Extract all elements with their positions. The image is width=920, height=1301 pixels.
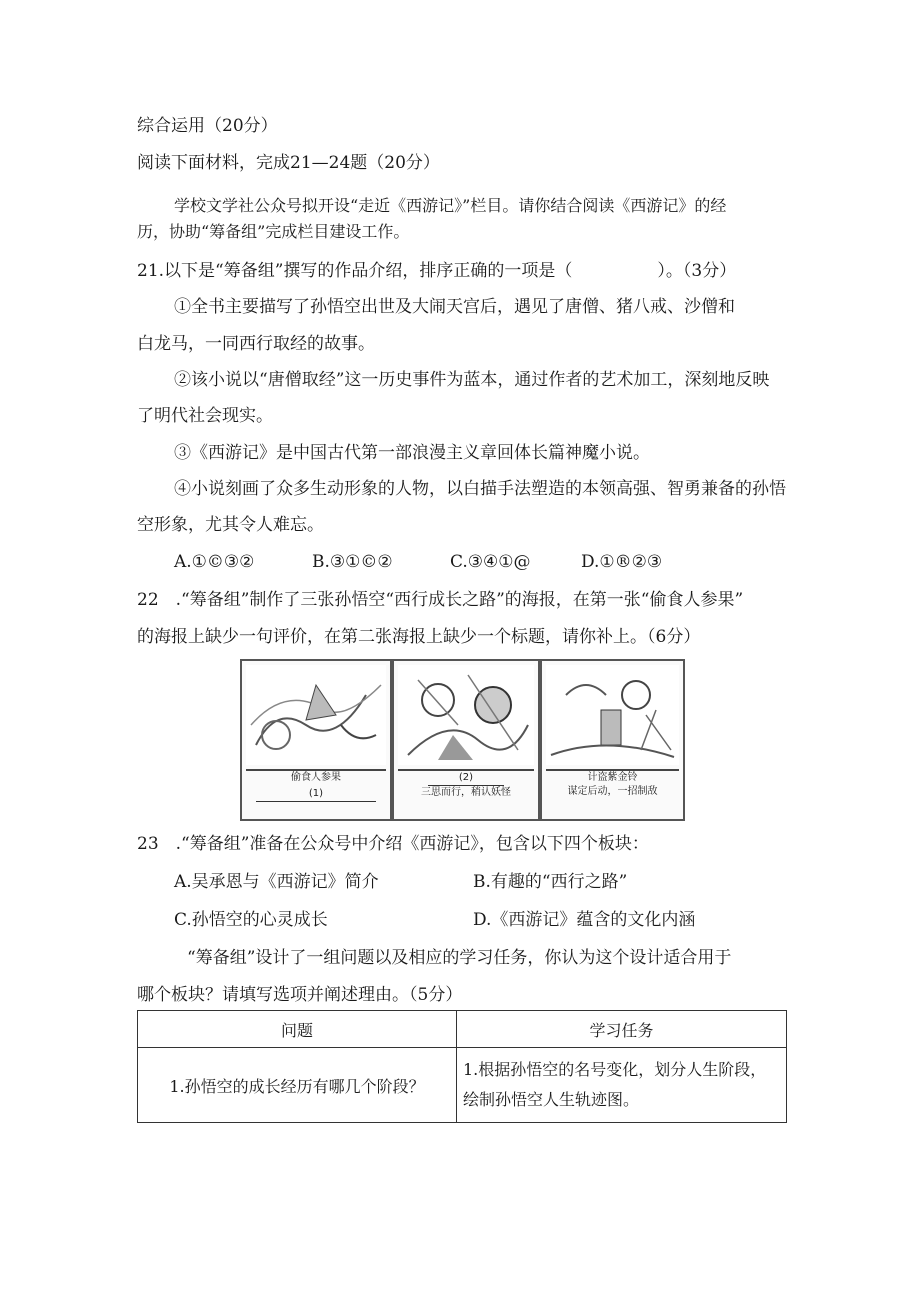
q21-option-a: A.①©③② [174, 552, 255, 572]
q21-stem: 21.以下是“筹备组”撰写的作品介绍，排序正确的一项是（ ）。（3分） [137, 261, 737, 281]
poster-2-illustration [398, 665, 534, 765]
task-table [137, 1010, 787, 1123]
q21-item-1-line-1: ①全书主要描写了孙悟空出世及大闹天宫后，遇见了唐僧、猪八戒、沙僧和 [174, 297, 735, 317]
q23-option-d: D.《西游记》蕴含的文化内涵 [473, 910, 696, 930]
q21-item-2-line-1: ②该小说以“唐僧取经”这一历史事件为蓝本，通过作者的艺术加工，深刻地反映 [174, 370, 770, 390]
q21-item-2-line-2: 了明代社会现实。 [137, 406, 273, 426]
q23-option-c: C.孙悟空的心灵成长 [174, 910, 328, 930]
poster-1-title: 偷食人参果 [291, 772, 341, 783]
poster-1-illustration [246, 665, 386, 765]
q23-stem: 23 .“筹备组”准备在公众号中介绍《西游记》，包含以下四个板块： [137, 834, 649, 854]
q21-option-c: C.③④①@ [450, 552, 531, 572]
poster-1 [240, 659, 392, 821]
q23-option-b: B.有趣的“西行之路” [473, 872, 628, 892]
intro-line-2: 历，协助“筹备组”完成栏目建设工作。 [137, 222, 410, 241]
q21-option-d: D.①®②③ [581, 552, 663, 572]
table-row [138, 1048, 787, 1123]
q23-prompt-line-2: 哪个板块？请填写选项并阐述理由。（5分） [137, 985, 463, 1005]
poster-1-caption [246, 769, 386, 815]
poster-2-subtitle: 三思而行，稍认妖怪 [421, 787, 511, 798]
task-table-header [138, 1011, 787, 1048]
header-question: 问题 [138, 1011, 457, 1048]
poster-1-blank: (1) [256, 787, 376, 802]
row-question: 1.孙悟空的成长经历有哪几个阶段？ [138, 1048, 457, 1123]
instruction: 阅读下面材料，完成21—24题（20分） [137, 153, 440, 173]
poster-3-title: 计盗紫金铃 [587, 772, 638, 783]
poster-strip [240, 659, 685, 819]
poster-2-title: (2) [428, 771, 504, 786]
row-task-line-1: 1.根据孙悟空的名号变化，划分人生阶段， [463, 1060, 767, 1079]
poster-2 [392, 659, 540, 821]
q21-option-b: B.③①©② [312, 552, 393, 572]
intro-line-1: 学校文学社公众号拟开设“走近《西游记》”栏目。请你结合阅读《西游记》的经 [174, 196, 727, 215]
q23-option-a: A.吴承恩与《西游记》简介 [174, 872, 379, 892]
q22-stem-line-1: 22 .“筹备组”制作了三张孙悟空“西行成长之路”的海报，在第一张“偷食人参果” [137, 590, 744, 610]
row-task-line-2: 绘制孙悟空人生轨迹图。 [463, 1090, 640, 1109]
q21-item-4-line-2: 空形象，尤其令人难忘。 [137, 515, 324, 535]
row-task [457, 1048, 787, 1123]
poster-3-subtitle: 谋定后动，一招制敌 [567, 786, 658, 797]
poster-2-caption [398, 769, 534, 815]
poster-3 [540, 659, 685, 821]
poster-3-illustration [546, 665, 679, 765]
q22-stem-line-2: 的海报上缺少一句评价，在第二张海报上缺少一个标题，请你补上。（6分） [137, 627, 701, 647]
q21-item-1-line-2: 白龙马，一同西行取经的故事。 [137, 334, 375, 354]
section-title: 综合运用（20分） [137, 116, 278, 136]
q21-item-4-line-1: ④小说刻画了众多生动形象的人物，以白描手法塑造的本领高强、智勇兼备的孙悟 [174, 479, 786, 499]
header-task: 学习任务 [457, 1011, 787, 1048]
q21-item-3-line-1: ③《西游记》是中国古代第一部浪漫主义章回体长篇神魔小说。 [174, 443, 650, 463]
poster-3-caption [546, 769, 679, 815]
q23-prompt-line-1: “筹备组”设计了一组问题以及相应的学习任务，你认为这个设计适合用于 [187, 948, 732, 968]
